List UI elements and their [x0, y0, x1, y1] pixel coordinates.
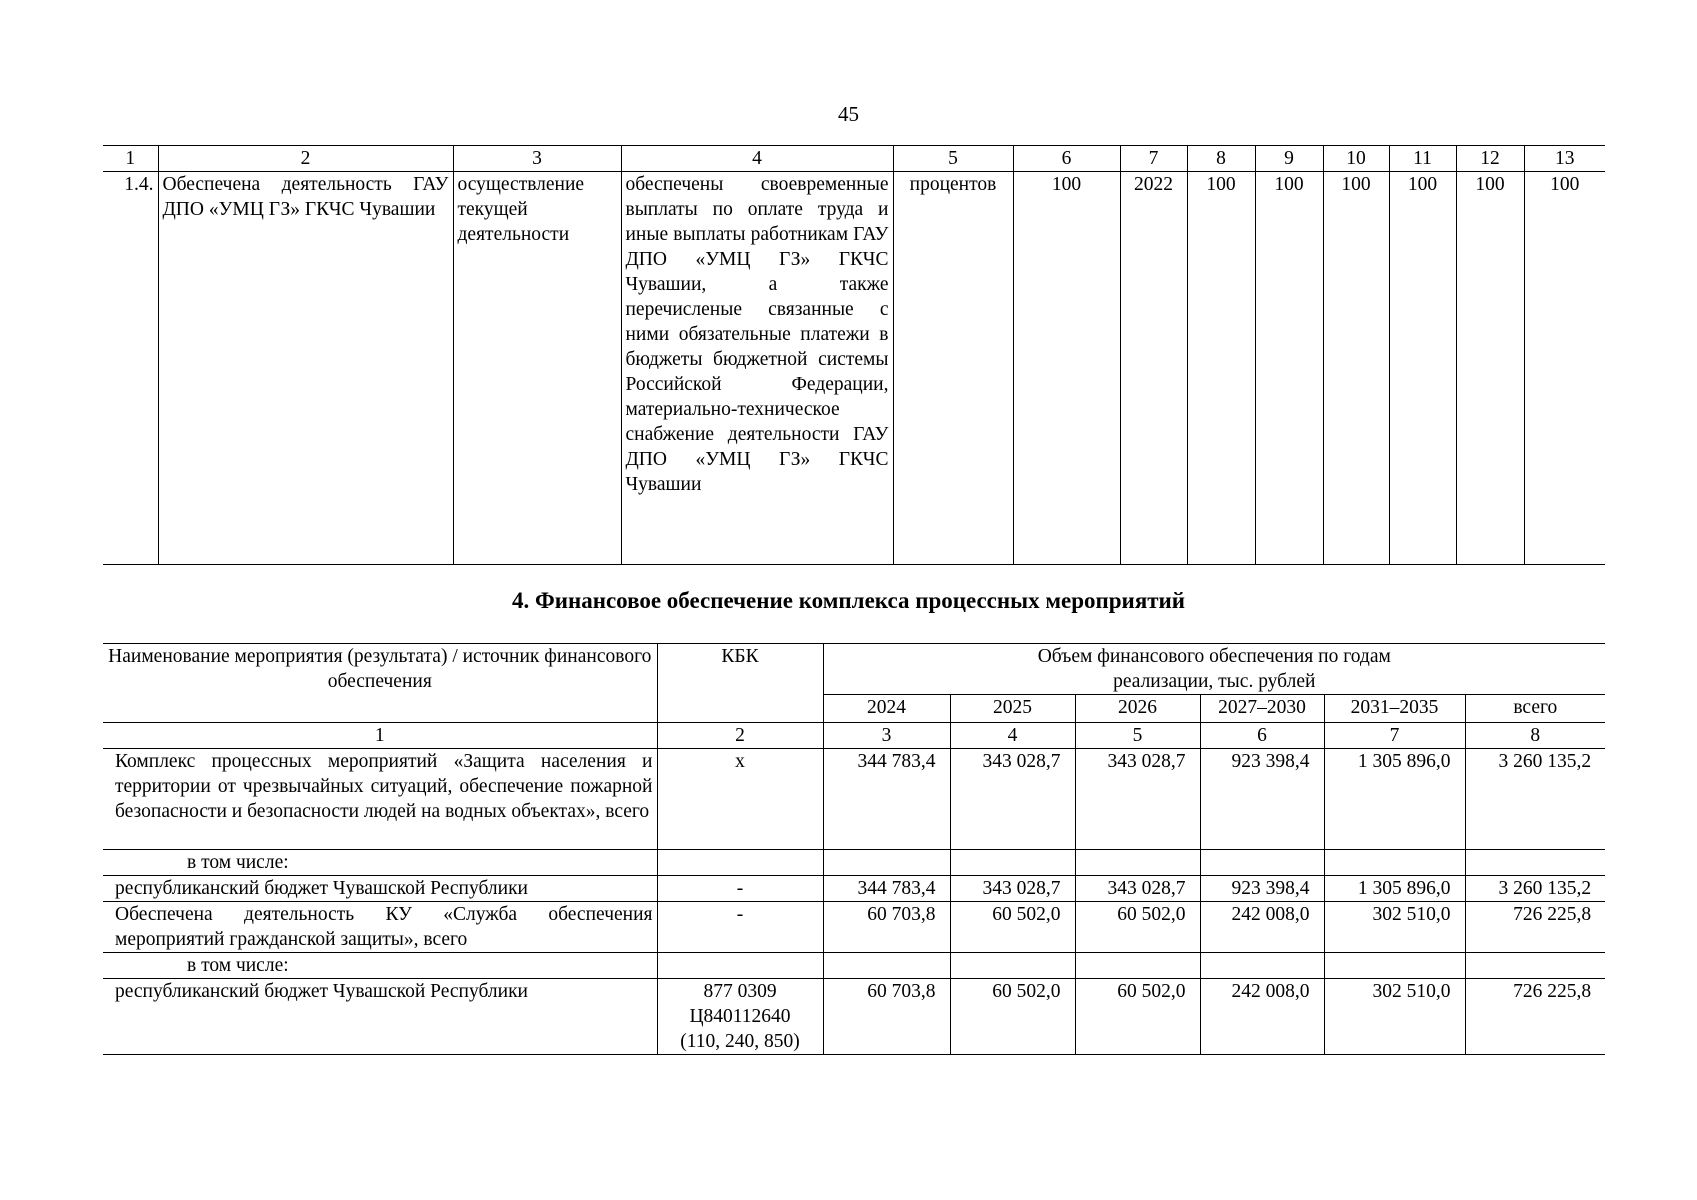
- column-number: 7: [1324, 723, 1465, 749]
- row-value: 343 028,7: [950, 876, 1075, 902]
- table-header-row: [103, 146, 1605, 172]
- row-value: [1075, 850, 1200, 876]
- row-kbk: 877 0309 Ц840112640 (110, 240, 850): [657, 979, 823, 1055]
- row-value: 60 502,0: [950, 979, 1075, 1055]
- column-numbers-row: [103, 723, 1605, 749]
- table-row: [103, 953, 1605, 979]
- row-value: [950, 850, 1075, 876]
- table-row: [103, 749, 1605, 850]
- row-value: 343 028,7: [950, 749, 1075, 850]
- row-value: 343 028,7: [1075, 749, 1200, 850]
- table-row: [103, 902, 1605, 953]
- row-kbk: -: [657, 876, 823, 902]
- row-value: 923 398,4: [1200, 876, 1324, 902]
- row-value: 60 502,0: [1075, 979, 1200, 1055]
- row-name: в том числе:: [103, 953, 657, 979]
- header-year: 2025: [950, 695, 1075, 723]
- row-value: 344 783,4: [823, 876, 950, 902]
- row-value: 1 305 896,0: [1324, 749, 1465, 850]
- column-number: 6: [1200, 723, 1324, 749]
- result-type: осуществление текущей деятельности: [453, 172, 621, 565]
- row-value: [823, 953, 950, 979]
- row-value: [950, 953, 1075, 979]
- header-year: 2024: [823, 695, 950, 723]
- row-name: республиканский бюджет Чувашской Республики: [103, 876, 657, 902]
- row-value: 302 510,0: [1324, 902, 1465, 953]
- row-kbk: [657, 953, 823, 979]
- row-value: 60 703,8: [823, 979, 950, 1055]
- column-number: 6: [1013, 146, 1120, 172]
- column-number: 11: [1389, 146, 1456, 172]
- row-value: [1465, 953, 1605, 979]
- row-value: 60 502,0: [950, 902, 1075, 953]
- row-name: Обеспечена деятельность КУ «Служба обеспечения мероприятий гражданской защиты», всего: [103, 902, 657, 953]
- header-year: 2027–2030: [1200, 695, 1324, 723]
- column-number: 2: [657, 723, 823, 749]
- row-value: [1324, 850, 1465, 876]
- row-value: 726 225,8: [1465, 979, 1605, 1055]
- row-name: в том числе:: [103, 850, 657, 876]
- row-value: 60 703,8: [823, 902, 950, 953]
- row-value: 60 502,0: [1075, 902, 1200, 953]
- header-volume: Объем финансового обеспечения по годам реализации, тыс. рублей: [823, 644, 1605, 695]
- base-year: 2022: [1120, 172, 1187, 565]
- row-kbk: -: [657, 902, 823, 953]
- year-value: 100: [1187, 172, 1255, 565]
- financing-table: [103, 643, 1605, 1055]
- row-value: [823, 850, 950, 876]
- page-number: 45: [838, 102, 859, 126]
- column-number: 12: [1456, 146, 1524, 172]
- row-kbk: х: [657, 749, 823, 850]
- base-value: 100: [1013, 172, 1120, 565]
- row-value: 1 305 896,0: [1324, 876, 1465, 902]
- column-number: 4: [621, 146, 893, 172]
- year-value: 100: [1323, 172, 1389, 565]
- unit: процентов: [893, 172, 1013, 565]
- row-value: [1324, 953, 1465, 979]
- header-name: Наименование мероприятия (результата) / источник финансового обеспечения: [103, 644, 657, 723]
- column-number: 8: [1465, 723, 1605, 749]
- year-value: 100: [1456, 172, 1524, 565]
- result-description: обеспечены своевременные выплаты по оплате труда и иные выплаты работникам ГАУ ДПО «УМЦ ГЗ» ГКЧС Чувашии, а также перечисленые связанные с ними обязательные платежи в бюджеты бюджетной системы Российской Федерации, материально-техническое снабжение деятельности ГАУ ДПО «УМЦ ГЗ» ГКЧС Чувашии: [621, 172, 893, 565]
- row-kbk: [657, 850, 823, 876]
- year-value: 100: [1389, 172, 1456, 565]
- row-value: [1465, 850, 1605, 876]
- year-value: 100: [1524, 172, 1605, 565]
- column-number: 5: [893, 146, 1013, 172]
- column-number: 10: [1323, 146, 1389, 172]
- row-value: [1075, 953, 1200, 979]
- header-year: 2031–2035: [1324, 695, 1465, 723]
- row-value: 242 008,0: [1200, 902, 1324, 953]
- header-year: 2026: [1075, 695, 1200, 723]
- row-value: [1200, 850, 1324, 876]
- column-number: 13: [1524, 146, 1605, 172]
- row-number: 1.4.: [103, 172, 158, 565]
- column-number: 7: [1120, 146, 1187, 172]
- column-number: 1: [103, 723, 657, 749]
- row-value: [1200, 953, 1324, 979]
- row-name: республиканский бюджет Чувашской Республики: [103, 979, 657, 1055]
- table-header-row: [103, 644, 1605, 695]
- table-row: [103, 979, 1605, 1055]
- column-number: 2: [158, 146, 453, 172]
- table-row: [103, 850, 1605, 876]
- row-value: 242 008,0: [1200, 979, 1324, 1055]
- column-number: 3: [453, 146, 621, 172]
- column-number: 4: [950, 723, 1075, 749]
- column-number: 1: [103, 146, 158, 172]
- row-value: 923 398,4: [1200, 749, 1324, 850]
- table-row: [103, 876, 1605, 902]
- row-value: 344 783,4: [823, 749, 950, 850]
- row-value: 3 260 135,2: [1465, 749, 1605, 850]
- column-number: 8: [1187, 146, 1255, 172]
- results-table: [103, 145, 1605, 565]
- row-value: 726 225,8: [1465, 902, 1605, 953]
- row-value: 343 028,7: [1075, 876, 1200, 902]
- row-value: 302 510,0: [1324, 979, 1465, 1055]
- section-title: 4. Финансовое обеспечение комплекса процессных мероприятий: [511, 588, 1186, 613]
- row-name: Комплекс процессных мероприятий «Защита населения и территории от чрезвычайных ситуаций, обеспечение пожарной безопасности и безопасности людей на водных объектах», всего: [103, 749, 657, 850]
- column-number: 5: [1075, 723, 1200, 749]
- table-row: [103, 172, 1605, 565]
- result-name: Обеспечена деятельность ГАУ ДПО «УМЦ ГЗ» ГКЧС Чувашии: [158, 172, 453, 565]
- column-number: 3: [823, 723, 950, 749]
- column-number: 9: [1255, 146, 1323, 172]
- year-value: 100: [1255, 172, 1323, 565]
- header-kbk: КБК: [657, 644, 823, 723]
- header-year: всего: [1465, 695, 1605, 723]
- row-value: 3 260 135,2: [1465, 876, 1605, 902]
